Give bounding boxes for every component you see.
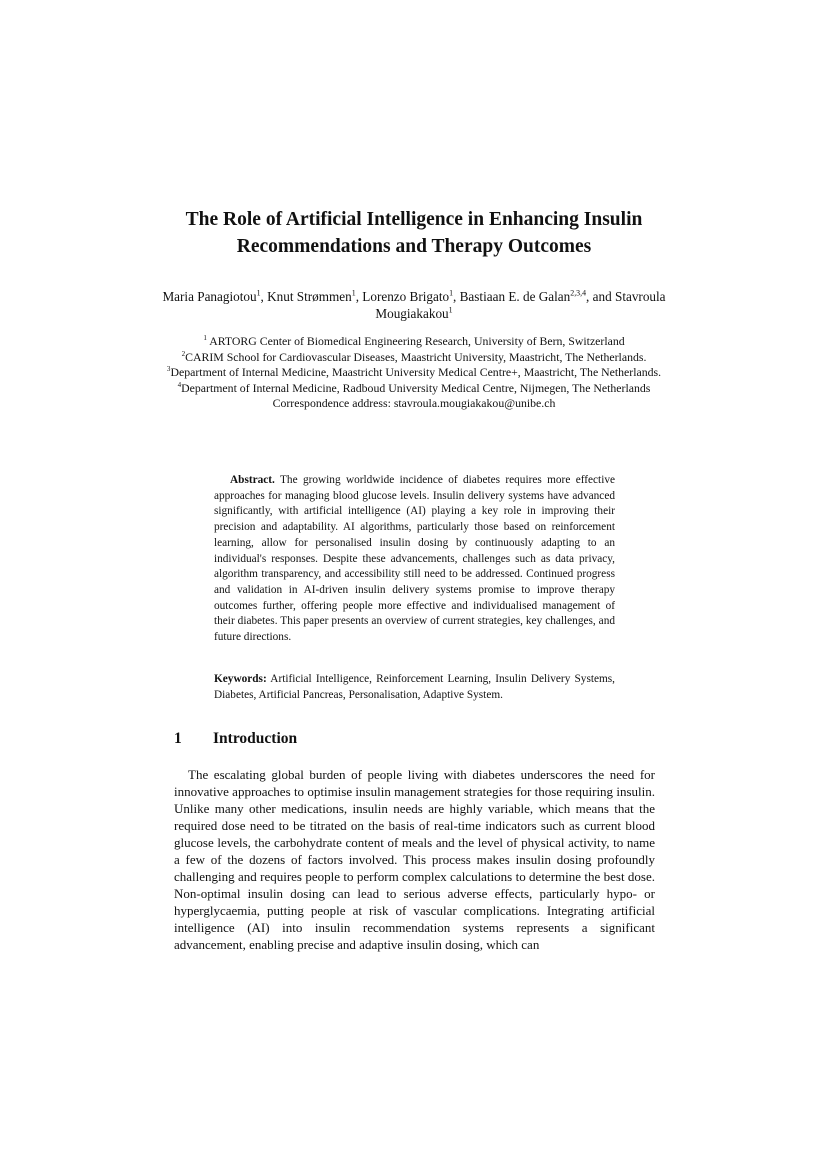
abstract-text: The growing worldwide incidence of diabetes requires more effective approaches for managing blood glucose levels. Insulin delivery systems have advanced significantly, with artificial intelligence (AI) playing a key role in improving their precision and adaptability. AI algorithms, particularly those based on reinforcement learning, allow for personalised insulin dosing by continuously adapting to an individual's responses. Despite these advancements, challenges such as data privacy, algorithm transparency, and accessibility still need to be addressed. Continued progress and validation in AI-driven insulin delivery systems promise to improve therapy outcomes further, offering people more effective and individualised management of their diabetes. This paper presents an overview of current strategies, key challenges, and future directions.: [214, 474, 615, 644]
affiliation-text: ARTORG Center of Biomedical Engineering Research, University of Bern, Switzerland: [206, 334, 625, 348]
affiliation-text: Department of Internal Medicine, Radboud University Medical Centre, Nijmegen, The Netherlands: [181, 380, 651, 395]
keywords-text: Artificial Intelligence, Reinforcement Learning, Insulin Delivery Systems, Diabetes, Artificial Pancreas, Personalisation, Adaptive System.: [214, 673, 616, 701]
author-affiliation-mark: 1: [351, 288, 356, 298]
author-affiliation-mark: 1: [448, 305, 453, 315]
section-number: 1: [174, 730, 182, 747]
affiliation-list: [160, 334, 668, 412]
author-list: [150, 288, 678, 322]
author-separator: ,: [260, 289, 268, 304]
author-name: Maria Panagiotou: [162, 289, 257, 304]
author-name: Lorenzo Brigato: [362, 289, 450, 304]
introduction-paragraph: The escalating global burden of people living with diabetes underscores the need for innovative approaches to optimise insulin management strategies for those requiring insulin. Unlike many other medications, insulin needs are highly variable, which means that the required dose need to be titrated on the basis of real-time indicators such as current blood glucose levels, the carbohydrate content of meals and the level of physical activity, to name a few of the dozens of factors involved. This process makes insulin dosing profoundly challenging and requires people to perform complex calculations to determine the best dose. Non-optimal insulin dosing can lead to serious adverse effects, particularly hypo- or hyperglycaemia, putting people at risk of vascular complications. Integrating artificial intelligence (AI) into insulin recommendation systems represents a significant advancement, enabling precise and adaptive insulin dosing, which can: [174, 767, 655, 952]
abstract-label: Abstract.: [230, 474, 275, 486]
author: [267, 289, 362, 304]
affiliation-mark: 2: [181, 349, 186, 358]
author-affiliation-mark: 2,3,4: [570, 288, 587, 298]
author: [460, 289, 615, 304]
affiliation: [160, 381, 668, 397]
abstract: [214, 473, 615, 646]
affiliation: [160, 350, 668, 366]
author: [162, 289, 267, 304]
author-name: Knut Strømmen: [267, 289, 352, 304]
author: [362, 289, 459, 304]
section-title: Introduction: [213, 730, 298, 747]
affiliation-text: CARIM School for Cardiovascular Diseases, Maastricht University, Maastricht, The Netherlands.: [185, 349, 647, 364]
author-separator: , and: [586, 289, 615, 304]
affiliation-mark: 1: [203, 334, 207, 343]
keywords: [214, 672, 615, 703]
section-heading: [174, 729, 297, 749]
affiliation-mark: 4: [177, 380, 182, 389]
affiliation-mark: 3: [166, 365, 171, 374]
paper-title: The Role of Artificial Intelligence in Enhancing Insulin Recommendations and Therapy Outcomes: [185, 209, 643, 257]
affiliation: [160, 365, 668, 381]
keywords-label: Keywords:: [214, 673, 267, 685]
author-affiliation-mark: 1: [256, 288, 261, 298]
author-separator: ,: [355, 289, 363, 304]
affiliation: [160, 334, 668, 350]
author-affiliation-mark: 1: [449, 288, 454, 298]
correspondence-address: Correspondence address: stavroula.mougiakakou@unibe.ch: [272, 396, 556, 410]
author-name: Bastiaan E. de Galan: [459, 289, 571, 304]
affiliation-text: Department of Internal Medicine, Maastricht University Medical Centre+, Maastricht, The Netherlands.: [170, 365, 662, 379]
author-separator: ,: [453, 289, 460, 304]
author-name: Stavroula Mougiakakou: [375, 289, 666, 321]
